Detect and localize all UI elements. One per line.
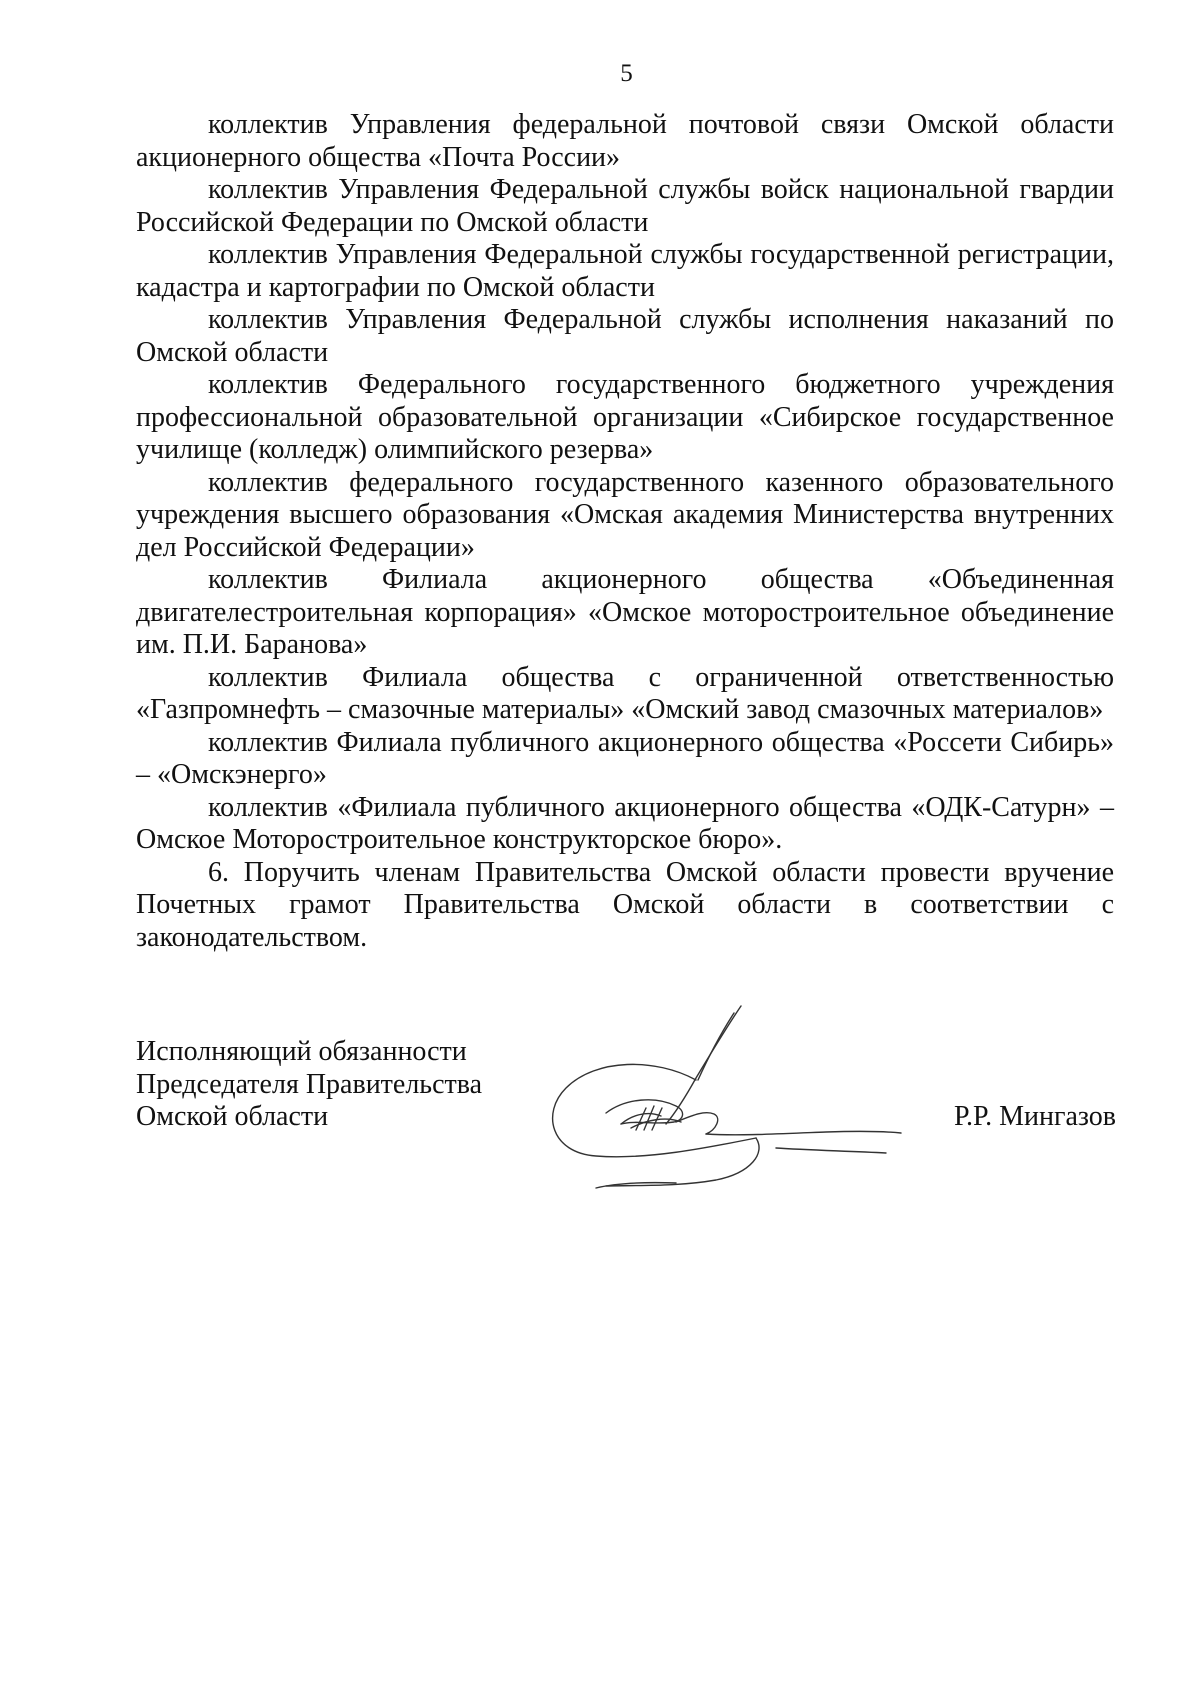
paragraph-gazpromneft: коллектив Филиала общества с ограниченной ответственностью «Газпромнефть – смазочные материалы» «Омский завод смазочных материалов»: [136, 661, 1114, 725]
signatory-name: Р.Р. Мингазов: [953, 1101, 1116, 1132]
handwritten-signature: [536, 988, 916, 1228]
paragraph-rosreestr: коллектив Управления Федеральной службы государственной регистрации, кадастра и картографии по Омской области: [136, 239, 1114, 303]
signatory-title-line: Председателя Правительства: [136, 1068, 483, 1100]
signature-block: [136, 1036, 1116, 1226]
paragraph-fsin: коллектив Управления Федеральной службы исполнения наказаний по Омской области: [136, 304, 1114, 368]
document-body: [136, 109, 1114, 954]
paragraph-rosgvardia: коллектив Управления Федеральной службы войск национальной гвардии Российской Федерации по Омской области: [136, 174, 1114, 238]
paragraph-baranov: коллектив Филиала акционерного общества «Объединенная двигателестроительная корпорация» «Омское моторостроительное объединение им. П.И. Баранова»: [136, 564, 1114, 660]
signatory-title-line: Исполняющий обязанности: [136, 1036, 467, 1067]
paragraph-pochta: коллектив Управления федеральной почтовой связи Омской области акционерного общества «Почта России»: [136, 109, 1114, 173]
paragraph-olympic-college: коллектив Федерального государственного бюджетного учреждения профессиональной образовательной организации «Сибирское государственное училище (колледж) олимпийского резерва»: [136, 369, 1114, 465]
paragraph-mvd-academy: коллектив федерального государственного казенного образовательного учреждения высшего образования «Омская академия Министерства внутренних дел Российской Федерации»: [136, 466, 1114, 563]
signatory-title-line: Омской области: [136, 1101, 329, 1132]
paragraph-odk-saturn: коллектив «Филиала публичного акционерного общества «ОДК-Сатурн» – Омское Моторостроительное конструкторское бюро».: [136, 791, 1114, 855]
paragraph-rosseti: коллектив Филиала публичного акционерного общества «Россети Сибирь» – «Омскэнерго»: [136, 726, 1114, 790]
page-number: 5: [620, 60, 633, 87]
signatory-title: [136, 1036, 482, 1134]
paragraph-item-6: 6. Поручить членам Правительства Омской области провести вручение Почетных грамот Правительства Омской области в соответствии с законодательством.: [136, 856, 1114, 953]
